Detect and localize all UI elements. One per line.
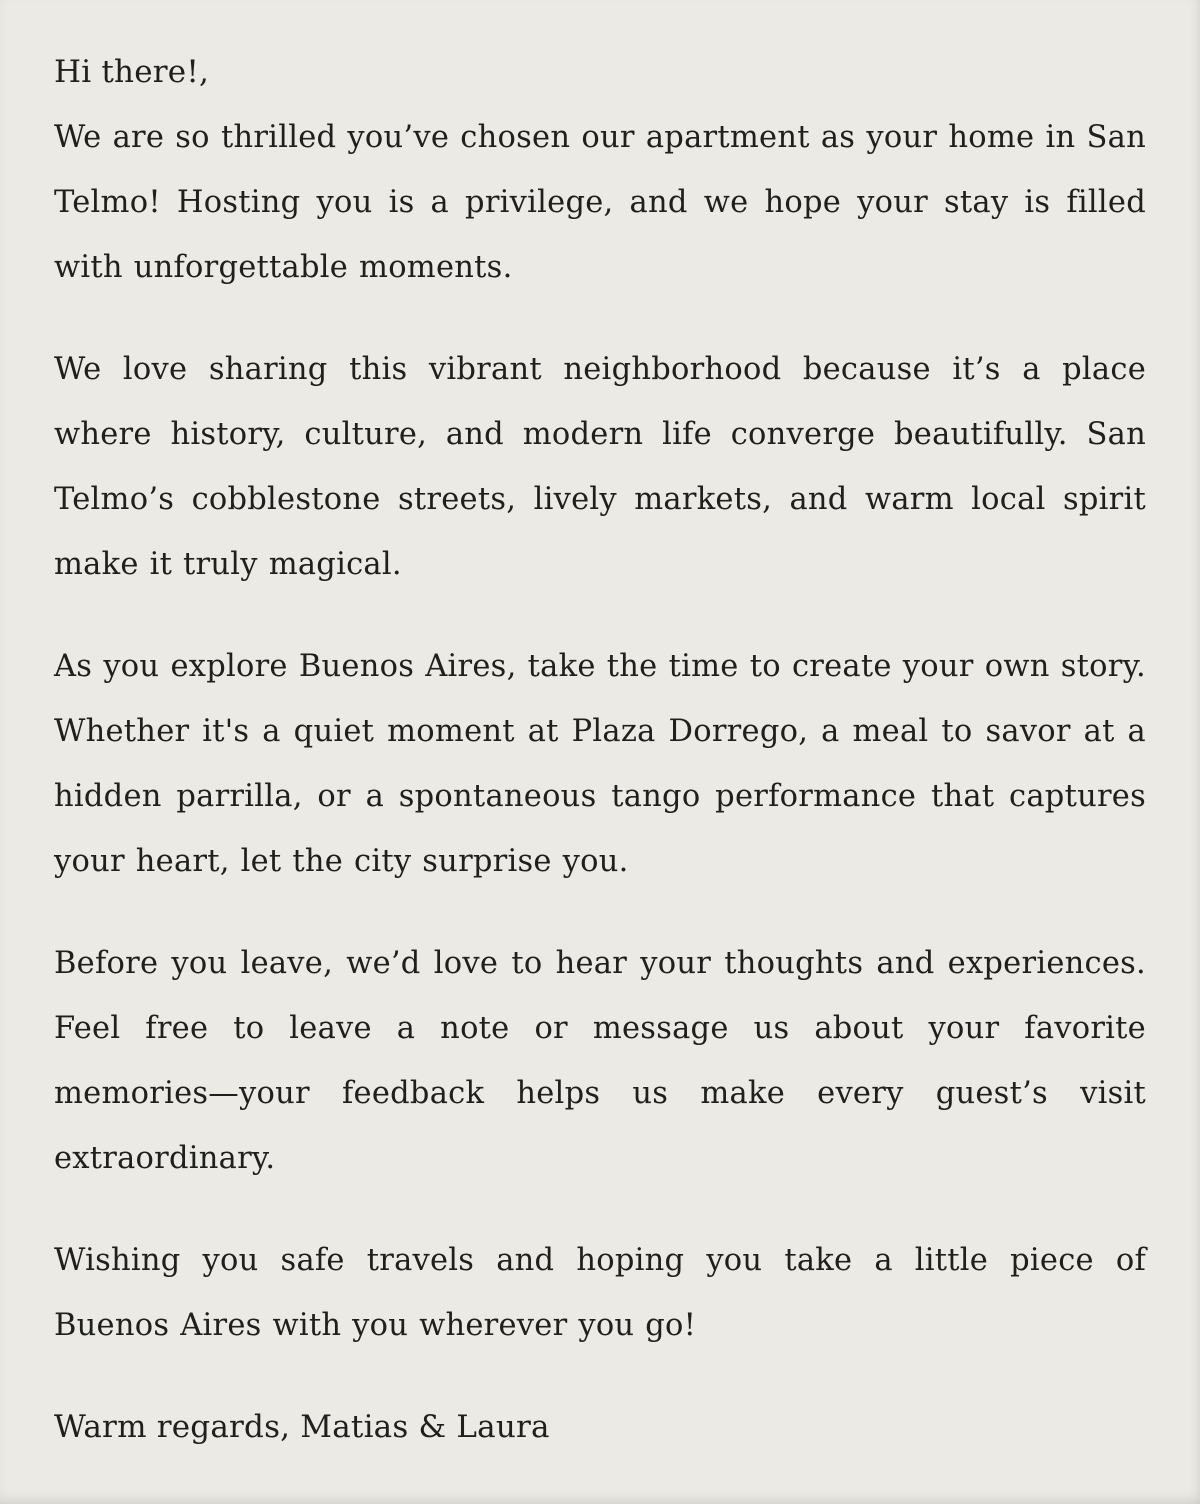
letter-paragraph-feedback: Before you leave, we’d love to hear your thoughts and experiences. Feel free to leave a note or message us about your favorite memories—your feedback helps us make every guest’s visit extraordinary. bbox=[54, 946, 1146, 1176]
letter-paragraph-explore: As you explore Buenos Aires, take the time to create your own story. Whether it's a quiet moment at Plaza Dorrego, a meal to savor at a hidden parrilla, or a spontaneous tango performance that captures your heart, let the city surprise you. bbox=[54, 649, 1146, 879]
letter-greeting: Hi there!, bbox=[54, 54, 210, 90]
letter-signature: Warm regards, Matias & Laura bbox=[54, 1409, 550, 1445]
letter-paragraph-intro: We are so thrilled you’ve chosen our apartment as your home in San Telmo! Hosting you is a privilege, and we hope your stay is filled with unforgettable moments. bbox=[54, 120, 1146, 285]
letter-paragraph-farewell: Wishing you safe travels and hoping you take a little piece of Buenos Aires with you wherever you go! bbox=[54, 1243, 1146, 1343]
letter-paragraph-neighborhood: We love sharing this vibrant neighborhood because it’s a place where history, culture, and modern life converge beautifully. San Telmo’s cobblestone streets, lively markets, and warm local spirit make it truly magical. bbox=[54, 352, 1146, 582]
